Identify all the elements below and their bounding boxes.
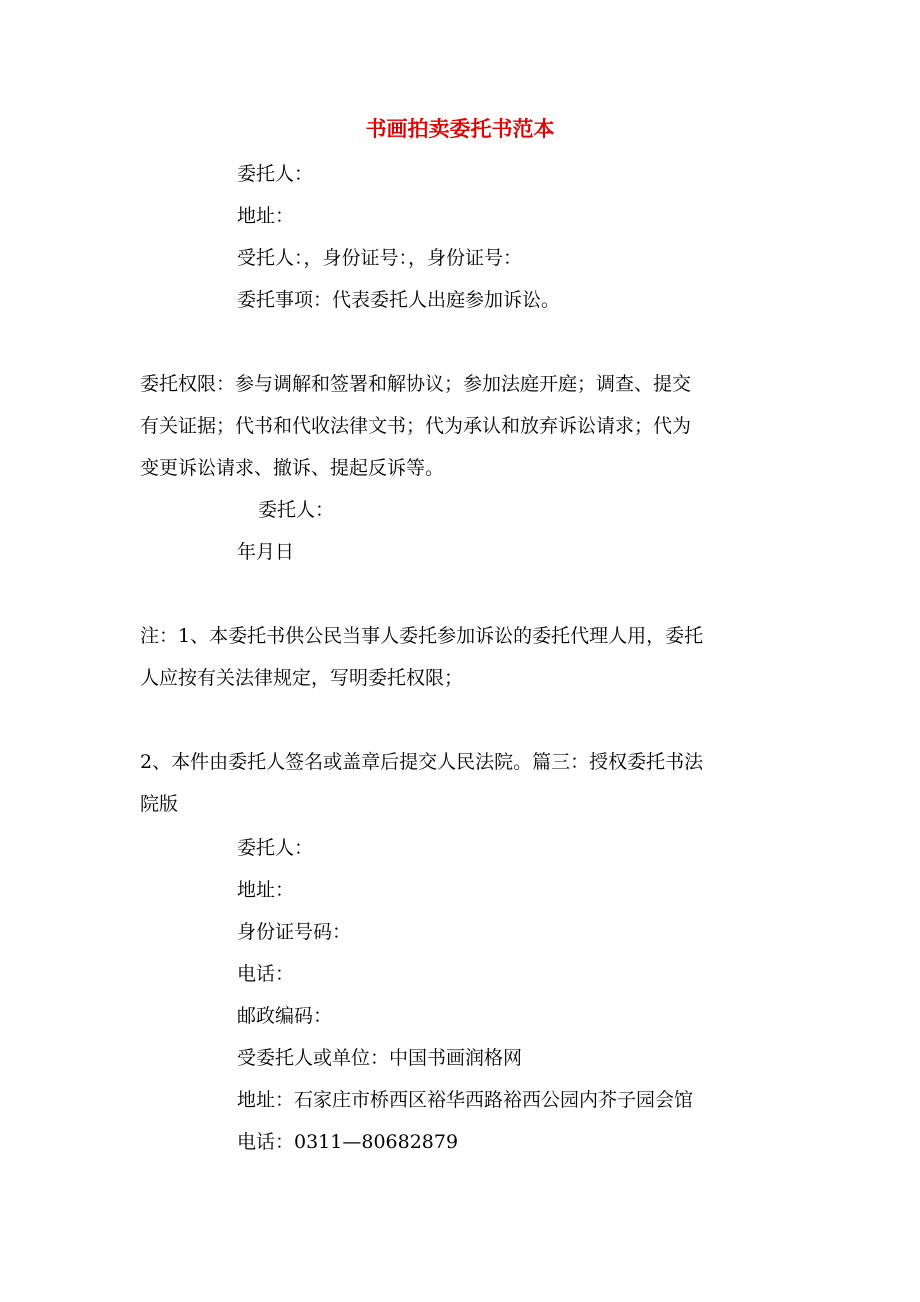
section2-address-label: 地址： xyxy=(237,879,295,901)
note-2-line-2: 院版 xyxy=(140,793,179,815)
matter-text: 委托事项：代表委托人出庭参加诉讼。 xyxy=(237,289,561,311)
signature-date: 年月日 xyxy=(237,541,295,563)
signature-client-label: 委托人： xyxy=(258,499,335,521)
authority-line-2: 有关证据；代书和代收法律文书；代为承认和放弃诉讼请求；代为 xyxy=(140,415,692,437)
note-1-line-1: 注：1、本委托书供公民当事人委托参加诉讼的委托代理人用，委托 xyxy=(140,625,704,647)
section2-client-label: 委托人： xyxy=(237,837,314,859)
authority-line-3: 变更诉讼请求、撤诉、提起反诉等。 xyxy=(140,457,445,479)
section2-id-number-label: 身份证号码： xyxy=(237,921,352,943)
section2-agent-text: 受委托人或单位：中国书画润格网 xyxy=(237,1047,523,1069)
document-title: 书画拍卖委托书范本 xyxy=(365,116,555,141)
section2-postcode-label: 邮政编码： xyxy=(237,1005,333,1027)
note-2-line-1: 2、本件由委托人签名或盖章后提交人民法院。篇三：授权委托书法 xyxy=(140,751,704,773)
agent-label: 受托人：，身份证号：，身份证号： xyxy=(237,247,523,269)
client-label: 委托人： xyxy=(237,163,314,185)
section2-agent-phone: 电话：0311—80682879 xyxy=(237,1131,459,1153)
authority-line-1: 委托权限：参与调解和签署和解协议；参加法庭开庭；调查、提交 xyxy=(140,373,692,395)
section2-phone-label: 电话： xyxy=(237,963,295,985)
note-1-line-2: 人应按有关法律规定，写明委托权限； xyxy=(140,667,464,689)
address-label: 地址： xyxy=(237,205,295,227)
section2-agent-address: 地址：石家庄市桥西区裕华西路裕西公园内芥子园会馆 xyxy=(237,1089,694,1111)
